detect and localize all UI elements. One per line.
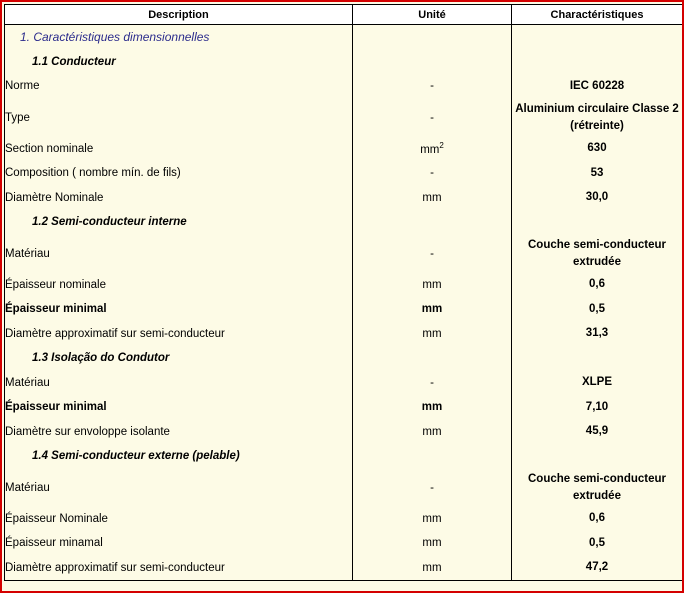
table-row (5, 322, 683, 347)
row-unit: - (353, 469, 512, 507)
row-unit: mm (353, 531, 512, 556)
row-label: Type (5, 99, 353, 137)
row-unit: mm (353, 322, 512, 347)
row-value: Aluminium circulaire Classe 2 (rétreinte) (512, 99, 683, 137)
row-label: Épaisseur minimal (5, 297, 353, 322)
row-label: Épaisseur minamal (5, 531, 353, 556)
row-label: Épaisseur nominale (5, 273, 353, 298)
section-title: 1. Caractéristiques dimensionnelles (5, 25, 353, 50)
row-value: 0,5 (512, 297, 683, 322)
row-value: 630 (512, 137, 683, 162)
row-value: 31,3 (512, 322, 683, 347)
row-value: 45,9 (512, 420, 683, 445)
row-label: Épaisseur minimal (5, 395, 353, 420)
row-unit: mm (353, 186, 512, 211)
row-unit: - (353, 371, 512, 396)
row-label: Composition ( nombre mín. de fils) (5, 161, 353, 186)
table-row (5, 556, 683, 581)
row-value: 7,10 (512, 395, 683, 420)
row-unit: mm (353, 556, 512, 581)
subsection-title-conductor: 1.1 Conducteur (5, 50, 353, 75)
row-unit: mm (353, 297, 512, 322)
row-unit: mm (353, 420, 512, 445)
row-label: Diamètre Nominale (5, 186, 353, 211)
subsection-title-inner-semi: 1.2 Semi-conducteur interne (5, 210, 353, 235)
subsection-row (5, 50, 683, 75)
row-label: Matériau (5, 469, 353, 507)
table-row (5, 186, 683, 211)
row-value: 53 (512, 161, 683, 186)
row-value: IEC 60228 (512, 74, 683, 99)
unit-superscript: 2 (439, 141, 444, 151)
subsection-title-outer-semi: 1.4 Semi-conducteur externe (pelable) (5, 444, 353, 469)
row-label: Diamètre sur envoloppe isolante (5, 420, 353, 445)
subsection-row (5, 210, 683, 235)
row-unit: - (353, 74, 512, 99)
row-label: Matériau (5, 371, 353, 396)
table-row (5, 420, 683, 445)
row-label: Section nominale (5, 137, 353, 162)
header-description: Description (5, 5, 353, 25)
table-row (5, 395, 683, 420)
row-unit: mm (353, 273, 512, 298)
table-row (5, 99, 683, 137)
row-label: Norme (5, 74, 353, 99)
table-row (5, 371, 683, 396)
table-header-row (5, 5, 683, 25)
row-unit: mm (353, 507, 512, 532)
table-row (5, 235, 683, 273)
row-unit: - (353, 99, 512, 137)
row-unit: - (353, 235, 512, 273)
row-value: 47,2 (512, 556, 683, 581)
subsection-title-insulation: 1.3 Isolação do Condutor (5, 346, 353, 371)
section-heading-row (5, 25, 683, 50)
row-label: Diamètre approximatif sur semi-conducteur (5, 322, 353, 347)
subsection-row (5, 444, 683, 469)
table-row (5, 137, 683, 162)
header-unit: Unité (353, 5, 512, 25)
row-value: 30,0 (512, 186, 683, 211)
row-value: 0,6 (512, 273, 683, 298)
row-value: 0,6 (512, 507, 683, 532)
row-label: Diamètre approximatif sur semi-conducteur (5, 556, 353, 581)
row-unit-with-superscript (353, 137, 512, 162)
row-value: Couche semi-conducteur extrudée (512, 469, 683, 507)
row-unit: mm (353, 395, 512, 420)
row-value: 0,5 (512, 531, 683, 556)
row-value: Couche semi-conducteur extrudée (512, 235, 683, 273)
table-row (5, 273, 683, 298)
unit-base: mm (420, 144, 440, 157)
specification-table (4, 4, 683, 581)
table-row (5, 469, 683, 507)
row-unit: - (353, 161, 512, 186)
table-row (5, 74, 683, 99)
row-value: XLPE (512, 371, 683, 396)
row-label: Matériau (5, 235, 353, 273)
subsection-row (5, 346, 683, 371)
table-row (5, 297, 683, 322)
row-label: Épaisseur Nominale (5, 507, 353, 532)
table-row (5, 531, 683, 556)
table-row (5, 161, 683, 186)
table-row (5, 507, 683, 532)
header-characteristics: Charactéristiques (512, 5, 683, 25)
